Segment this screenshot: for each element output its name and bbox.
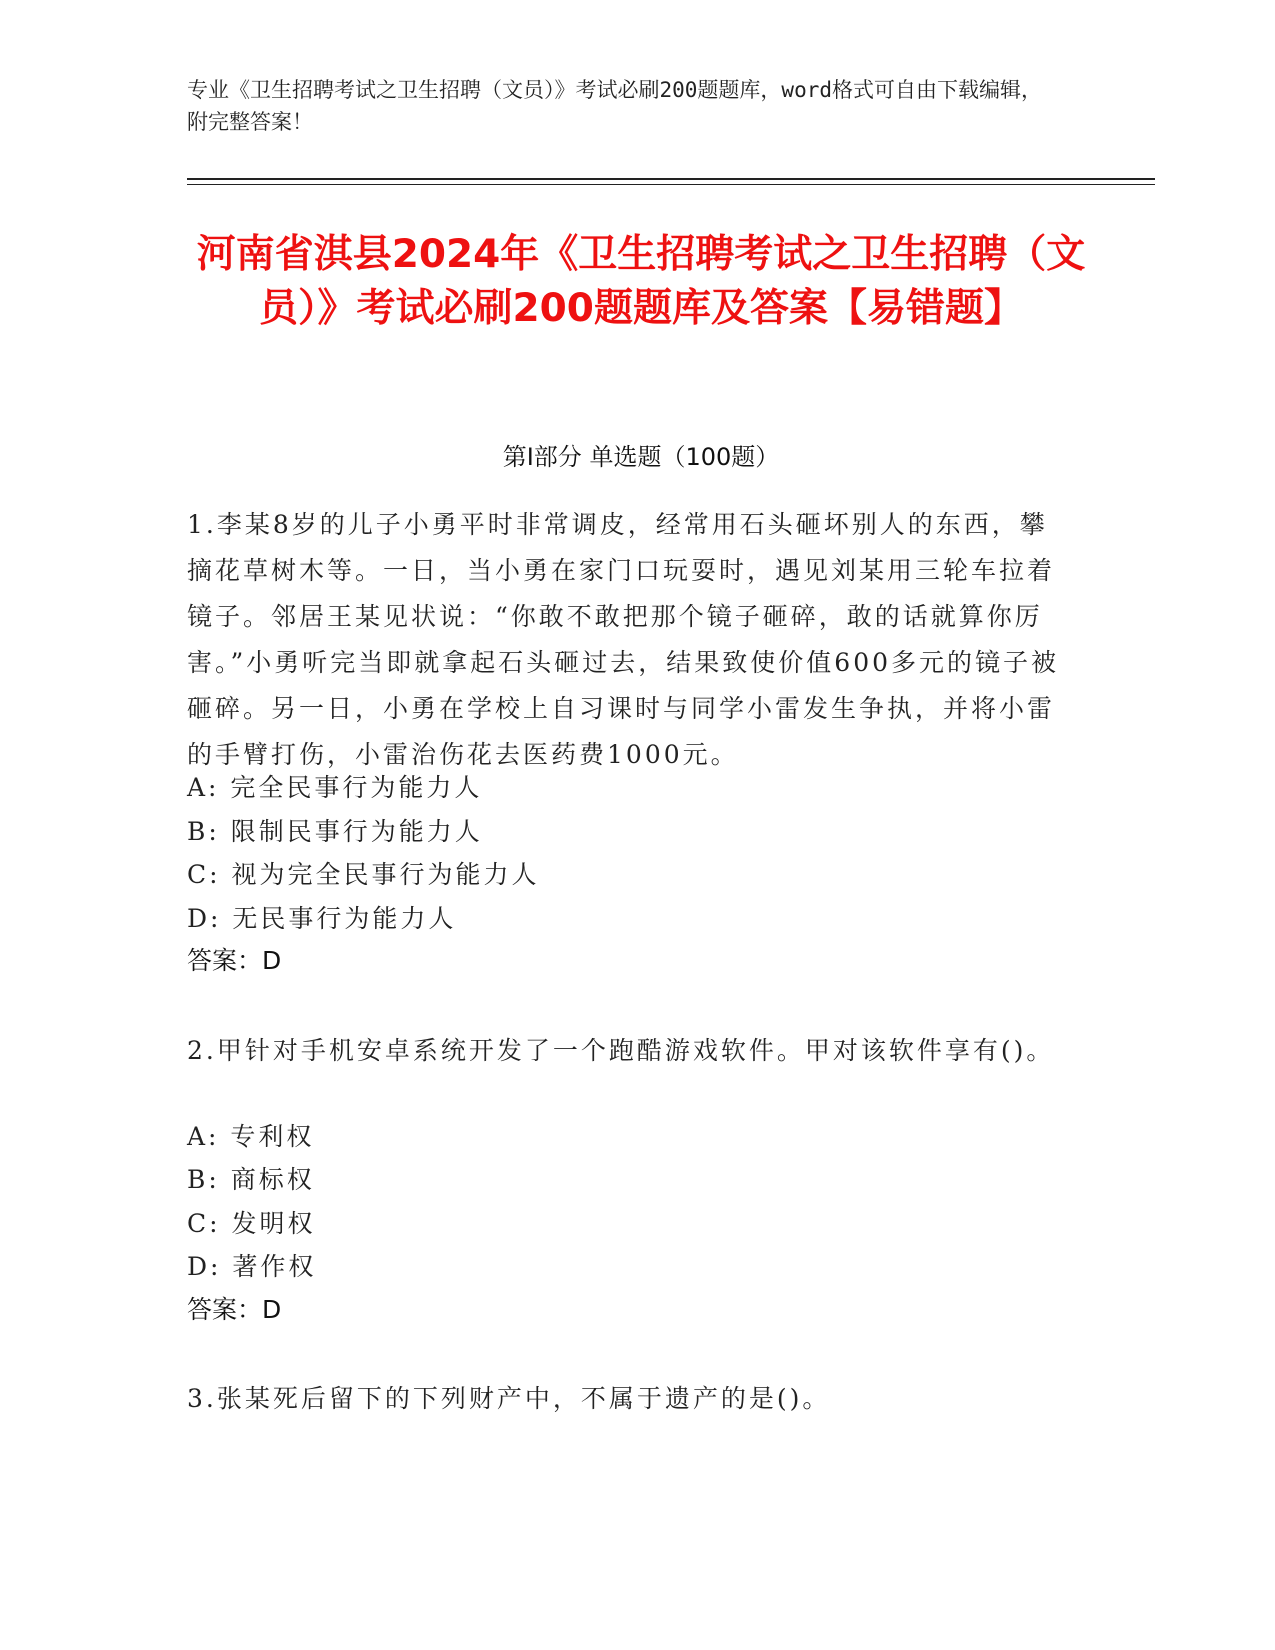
question-2-stem: 2.甲针对手机安卓系统开发了一个跑酷游戏软件。甲对该软件享有()。: [187, 1036, 1055, 1065]
question-2-option-b: B: 商标权: [187, 1165, 315, 1194]
section-title: 第I部分 单选题（100题）: [502, 443, 780, 471]
question-2-option-d: D: 著作权: [187, 1252, 317, 1281]
document-title: 河南省淇县2024年《卫生招聘考试之卫生招聘（文员）》考试必刷200题题库及答案【易错题】: [196, 232, 1086, 331]
header-rule-thin: [187, 184, 1155, 185]
header-rule-thick: [187, 178, 1155, 180]
question-1-option-d: D: 无民事行为能力人: [187, 904, 457, 933]
question-1-stem: 1.李某8岁的儿子小勇平时非常调皮，经常用石头砸坏别人的东西，攀摘花草树木等。一日，当小勇在家门口玩耍时，遇见刘某用三轮车拉着镜子。邻居王某见状说：“你敢不敢把那个镜子砸碎，敢的话就算你厉害。”小勇听完当即就拿起石头砸过去，结果致使价值600多元的镜子被砸碎。另一日，小勇在学校上自习课时与同学小雷发生争执，并将小雷的手臂打伤，小雷治伤花去医药费1000元。: [187, 510, 1060, 769]
question-1-option-a: A: 完全民事行为能力人: [187, 773, 483, 802]
question-1-option-c: C: 视为完全民事行为能力人: [187, 860, 540, 889]
header-note: 专业《卫生招聘考试之卫生招聘（文员）》考试必刷200题题库，word格式可自由下载编辑，附完整答案！: [187, 78, 1042, 134]
question-2-answer: 答案：D: [187, 1295, 282, 1324]
question-3-stem: 3.张某死后留下的下列财产中，不属于遗产的是()。: [187, 1384, 831, 1413]
question-2-option-c: C: 发明权: [187, 1209, 316, 1238]
question-2-option-a: A: 专利权: [187, 1122, 315, 1151]
question-1-option-b: B: 限制民事行为能力人: [187, 817, 483, 846]
question-1-answer: 答案：D: [187, 946, 282, 975]
